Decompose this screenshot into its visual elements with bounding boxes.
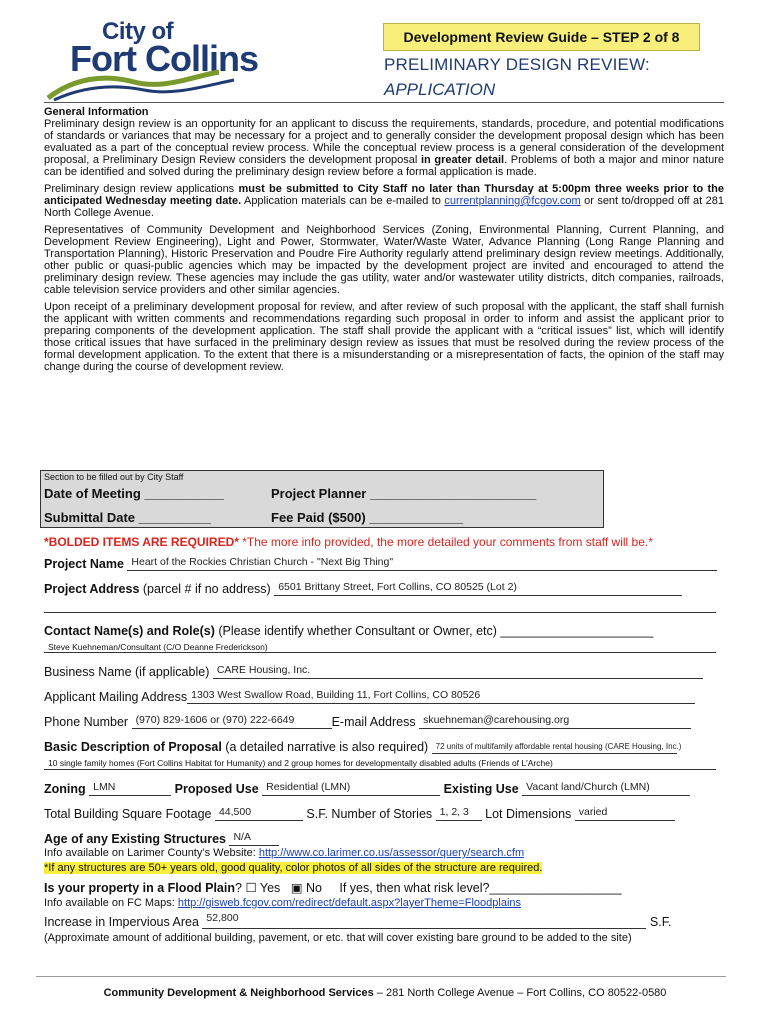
submittal-date-field[interactable]: Submittal Date __________	[44, 510, 211, 525]
contact-row: Contact Name(s) and Role(s) (Please identify whether Consultant or Owner, etc) ______________________	[44, 624, 654, 638]
zoning-row: Zoning LMN Proposed Use Residential (LMN) Existing Use Vacant land/Church (LMN)	[44, 781, 724, 796]
age-row: Age of any Existing Structures N/A	[44, 831, 724, 846]
fc-maps-link[interactable]: http://gisweb.fcgov.com/redirect/default.aspx?layerTheme=Floodplains	[177, 897, 522, 909]
description-value-2: 10 single family homes (Fort Collins Habitat for Humanity) and 2 group homes for developmentally disabled adults (Friends of L'Arche)	[48, 758, 553, 768]
header-divider	[44, 102, 724, 103]
description-line-2[interactable]	[44, 769, 716, 770]
fc-maps-info: Info available on FC Maps: http://gisweb.fcgov.com/redirect/default.aspx?layerTheme=Floodplains	[44, 897, 522, 909]
lot-dimensions-field[interactable]: varied	[575, 806, 675, 821]
section-heading: General Information	[44, 106, 149, 118]
larimer-info: Info available on Larimer County’s Website: http://www.co.larimer.co.us/assessor/query/search.cfm	[44, 847, 525, 859]
city-logo	[44, 18, 274, 100]
paragraph-intro: Preliminary design review is an opportunity for an applicant to discuss the requirements, standards, procedure, and potential modifications of standards or variances that may be necessary for a project and to generally consider the development proposal design which has been evaluated as a part of the conceptual review process. While the conceptual review process is a general consideration of the development proposal, a Preliminary Design Review considers the development proposal in greater detail. Problems of both a major and minor nature can be identified and solved during the preliminary design review before a formal application is made.	[44, 118, 724, 178]
page-title: PRELIMINARY DESIGN REVIEW:	[384, 55, 650, 74]
flood-yes-label: Yes	[259, 881, 281, 895]
mailing-address-field[interactable]: 1303 West Swallow Road, Building 11, Fort Collins, CO 80526	[187, 689, 695, 704]
zoning-field[interactable]: LMN	[89, 781, 171, 796]
impervious-area-field[interactable]: 52,800	[202, 914, 646, 929]
footer: Community Development & Neighborhood Services – 281 North College Avenue – Fort Collins, CO 80522-0580	[103, 987, 667, 999]
logo-city-text: City of	[102, 18, 174, 45]
square-footage-field[interactable]: 44,500	[215, 806, 303, 821]
contact-value: Steve Kuehneman/Consultant (C/O Deanne Frederickson)	[48, 642, 268, 652]
flood-yes-checkbox[interactable]: ☐	[245, 881, 257, 895]
project-address-row: Project Address (parcel # if no address) 6501 Brittany Street, Fort Collins, CO 80525 (Lot 2)	[44, 581, 724, 596]
description-field[interactable]: 72 units of multifamily affordable rental housing (CARE Housing, Inc.)	[432, 739, 677, 754]
project-address-field[interactable]: 6501 Brittany Street, Fort Collins, CO 80525 (Lot 2)	[274, 581, 682, 596]
stories-field[interactable]: 1, 2, 3	[436, 806, 482, 821]
structures-note: *If any structures are 50+ years old, good quality, color photos of all sides of the structure are required.	[44, 862, 543, 874]
impervious-note: (Approximate amount of additional building, pavement, or etc. that will cover existing bare ground to be added to the site)	[44, 932, 632, 944]
paragraph-review: Upon receipt of a preliminary development proposal for review, and after review of such proposal with the applicant, the staff shall furnish the applicant with written comments and recommendations regarding such proposal in order to inform and assist the applicant prior to preparing components of the development application. The staff shall provide the applicant with a “critical issues” list, which will identify those critical issues that have surfaced in the preliminary design review as issues that must be resolved during the review process of the formal development application. To the extent that there is a misunderstanding or a misrepresentation of facts, the opinion of the staff may change during the course of development review.	[44, 301, 724, 373]
logo-name-text: Fort Collins	[70, 38, 258, 79]
business-row: Business Name (if applicable) CARE Housing, Inc.	[44, 664, 724, 679]
flood-no-checkbox[interactable]: ▣	[290, 881, 303, 895]
paragraph-submission: Preliminary design review applications must be submitted to City Staff no later than Thursday at 5:00pm three weeks prior to the anticipated Wednesday meeting date. Application materials can be e-mailed to currentplanning@fcgov.com or sent to/dropped off at 281 North College Avenue.	[44, 183, 725, 219]
business-name-field[interactable]: CARE Housing, Inc.	[213, 664, 703, 679]
project-planner-field[interactable]: Project Planner _______________________	[271, 486, 537, 501]
project-name-field[interactable]: Heart of the Rockies Christian Church - "Next Big Thing"	[127, 556, 717, 571]
required-note: *BOLDED ITEMS ARE REQUIRED* *The more info provided, the more detailed your comments from staff will be.*	[44, 535, 653, 549]
age-field[interactable]: N/A	[229, 831, 279, 846]
impervious-row: Increase in Impervious Area 52,800 S.F.	[44, 912, 672, 929]
staff-caption: Section to be filled out by City Staff	[44, 472, 184, 482]
staff-section	[40, 470, 604, 528]
general-information	[44, 106, 724, 378]
proposed-use-field[interactable]: Residential (LMN)	[262, 781, 440, 796]
flood-risk-field[interactable]: If yes, then what risk level?___________________	[339, 881, 622, 895]
sqft-row: Total Building Square Footage 44,500 S.F. Number of Stories 1, 2, 3 Lot Dimensions varied	[44, 806, 724, 821]
flood-plain-row: Is your property in a Flood Plain? ☐ Yes ▣ No If yes, then what risk level?___________________	[44, 881, 622, 895]
larimer-link[interactable]: http://www.co.larimer.co.us/assessor/query/search.cfm	[258, 847, 525, 859]
paragraph-representatives: Representatives of Community Development and Neighborhood Services (Zoning, Environmental Planning, Current Planning, and Development Review Engineering), Light and Power, Stormwater, Water/Waste Water, Advance Planning (Long Range Planning and Transportation Planning), Historic Preservation and Poudre Fire Authority regularly attend preliminary design review meetings. Additionally, other public or quasi-public agencies which may be impacted by the development project are invited and encouraged to attend the preliminary design review. These agencies may include the gas utility, water and/or wastewater utility districts, ditch companies, railroads, cable television service providers and other similar agencies.	[44, 224, 724, 296]
email-link[interactable]: currentplanning@fcgov.com	[444, 195, 581, 207]
fee-paid-field[interactable]: Fee Paid ($500) _____________	[271, 510, 464, 525]
phone-field[interactable]: (970) 829-1606 or (970) 222-6649	[132, 714, 332, 729]
page-subtitle: APPLICATION	[384, 80, 496, 99]
existing-use-field[interactable]: Vacant land/Church (LMN)	[522, 781, 690, 796]
email-field[interactable]: skuehneman@carehousing.org	[419, 714, 691, 729]
contact-field[interactable]	[44, 652, 716, 653]
phone-email-row: Phone Number (970) 829-1606 or (970) 222-6649 E-mail Address skuehneman@carehousing.org	[44, 714, 724, 729]
description-row: Basic Description of Proposal (a detailed narrative is also required) 72 units of multifamily affordable rental housing (CARE Housing, Inc.)	[44, 740, 682, 754]
mountain-swoosh-icon	[44, 68, 274, 102]
project-address-line-2[interactable]	[44, 612, 716, 613]
mailing-row: Applicant Mailing Address 1303 West Swallow Road, Building 11, Fort Collins, CO 80526	[44, 689, 724, 704]
flood-no-label: No	[306, 881, 323, 895]
footer-divider	[36, 976, 726, 977]
date-of-meeting-field[interactable]: Date of Meeting ___________	[44, 486, 224, 501]
project-name-row: Project Name Heart of the Rockies Christian Church - "Next Big Thing"	[44, 556, 724, 571]
step-banner: Development Review Guide – STEP 2 of 8	[383, 23, 700, 51]
